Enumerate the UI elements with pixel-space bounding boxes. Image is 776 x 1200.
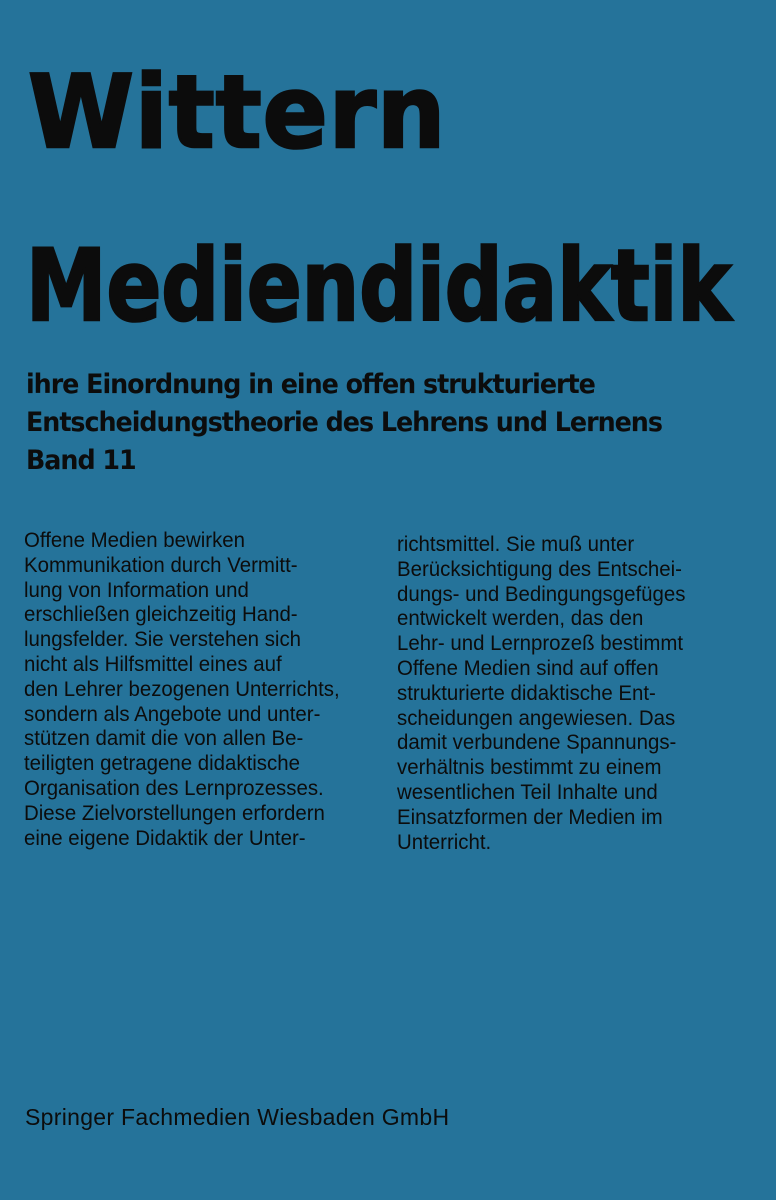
- subtitle-line: Entscheidungstheorie des Lehrens und Lernens: [26, 407, 662, 438]
- publisher-name: Springer Fachmedien Wiesbaden GmbH: [25, 1104, 450, 1130]
- author-name: Wittern: [28, 53, 447, 172]
- blurb-line: lungsfelder. Sie verstehen sich: [24, 627, 302, 652]
- blurb-line: entwickelt werden, das den: [397, 606, 644, 631]
- blurb-line: Berücksichtigung des Entschei-: [397, 556, 682, 581]
- blurb-right-column: [397, 532, 685, 854]
- blurb-line: Lehr- und Lernprozeß bestimmt: [397, 631, 684, 656]
- blurb-line: wesentlichen Teil Inhalte und: [397, 779, 658, 804]
- blurb-line: Organisation des Lernprozesses.: [24, 775, 324, 800]
- blurb-line: Offene Medien sind auf offen: [397, 655, 659, 680]
- blurb-line: scheidungen angewiesen. Das: [397, 705, 676, 730]
- blurb-line: Kommunikation durch Vermitt-: [24, 552, 298, 577]
- blurb-line: sondern als Angebote und unter-: [24, 701, 321, 726]
- blurb-line: verhältnis bestimmt zu einem: [397, 755, 662, 780]
- blurb-left-column: [24, 528, 340, 850]
- blurb-line: strukturierte didaktische Ent-: [397, 680, 656, 705]
- blurb-line: lung von Information und: [24, 577, 249, 602]
- blurb-line: richtsmittel. Sie muß unter: [397, 532, 635, 556]
- subtitle-line: ihre Einordnung in eine offen strukturierte: [26, 369, 595, 400]
- blurb-line: den Lehrer bezogenen Unterrichts,: [24, 676, 340, 701]
- blurb-line: damit verbundene Spannungs-: [397, 730, 677, 755]
- volume-label: Band 11: [26, 445, 136, 476]
- blurb-line: Diese Zielvorstellungen erfordern: [24, 800, 325, 825]
- book-subtitle: [26, 366, 662, 480]
- blurb-line: Unterricht.: [397, 829, 492, 854]
- book-title: Mediendidaktik: [26, 229, 732, 345]
- blurb-line: dungs- und Bedingungsgefüges: [397, 581, 686, 606]
- blurb-line: teiligten getragene didaktische: [24, 751, 300, 776]
- blurb-line: stützen damit die von allen Be-: [24, 726, 304, 751]
- blurb-line: nicht als Hilfsmittel eines auf: [24, 651, 282, 676]
- blurb-line: eine eigene Didaktik der Unter-: [24, 825, 306, 850]
- blurb-line: erschließen gleichzeitig Hand-: [24, 602, 298, 627]
- blurb-line: Offene Medien bewirken: [24, 528, 246, 552]
- blurb-line: Einsatzformen der Medien im: [397, 804, 663, 829]
